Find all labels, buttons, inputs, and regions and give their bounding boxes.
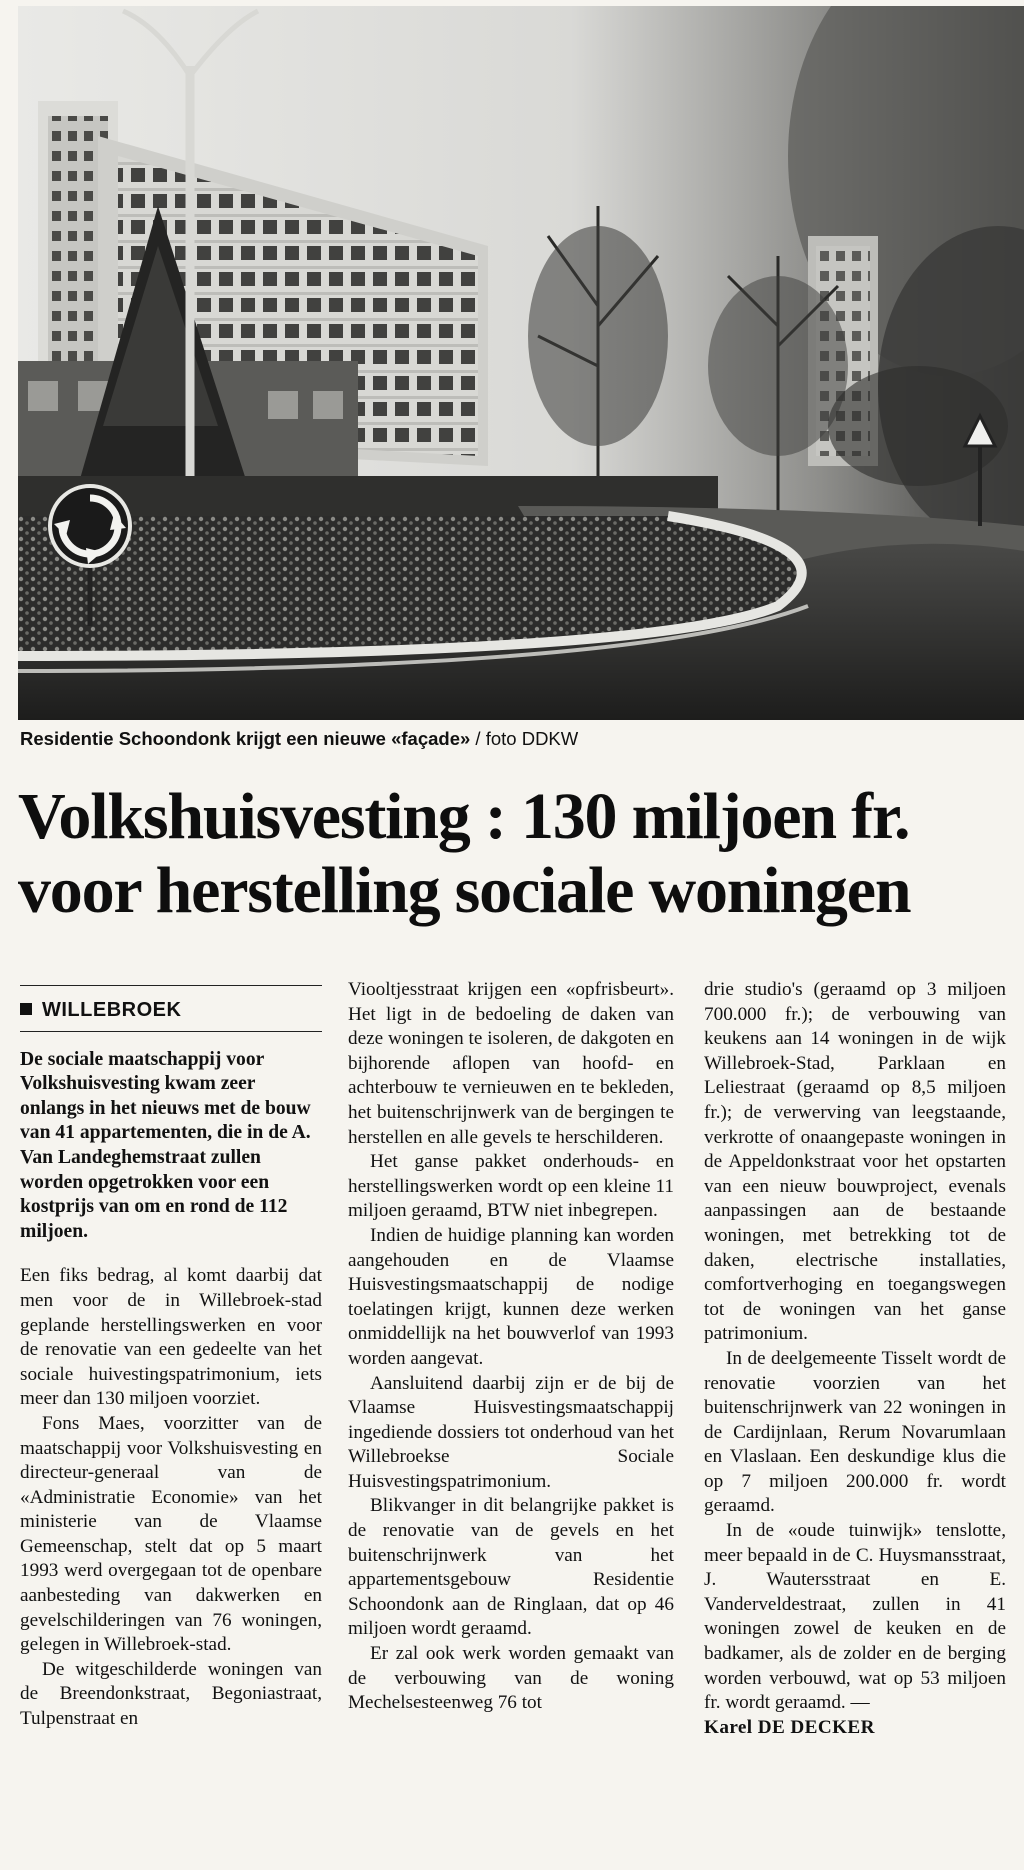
article-author: Karel DE DECKER — [704, 1716, 875, 1738]
kicker-label: WILLEBROEK — [42, 999, 182, 1021]
caption-text: Residentie Schoondonk krijgt een nieuwe «façade» — [20, 728, 471, 749]
paragraph: Blikvanger in dit belangrijke pakket is de renovatie van de gevels en het buitenschrijnwerk van het appartementsgebouw Residentie Schoondonk aan de Ringlaan, dat op 46 miljoen wordt geraamd. — [348, 1495, 674, 1640]
paragraph: Fons Maes, voorzitter van de maatschappij voor Volkshuisvesting en directeur-generaal van de «Administratie Economie» van het ministerie van de Vlaamse Gemeenschap, stelt dat op 5 maart 1993 werd overgegaan tot de openbare aanbesteding van dakwerken en gevelschilderingen van 76 woningen, gelegen in Willebroek-stad. — [20, 1412, 322, 1656]
square-bullet-icon — [20, 1003, 32, 1015]
headline-line-1: Volkshuisvesting : 130 miljoen fr. — [18, 780, 910, 853]
headline-line-2: voor herstelling sociale woningen — [18, 854, 911, 927]
photo-scene — [18, 6, 1024, 720]
article-lead: De sociale maatschappij voor Volkshuisvesting kwam zeer onlangs in het nieuws met de bouw van 41 appartementen, die in de A. Van Landeghemstraat zullen worden opgetrokken voor een kostprijs van om en rond de 112 miljoen. — [20, 1048, 311, 1242]
paragraph: In de deelgemeente Tisselt wordt de renovatie voorzien van het buitenschrijnwerk van 22 woningen in de Cardijnlaan, Rerum Novarumlaan en Vlaslaan. Een deskundige klus die op 7 miljoen 200.000 fr. wordt geraamd. — [704, 1347, 1006, 1517]
paragraph: Een fiks bedrag, al komt daarbij dat men voor de in Willebroek-stad geplande herstellingswerken en voor de renovatie van een gedeelte van het sociale huivestingspatrimonium, iets meer dan 130 miljoen voorziet. — [20, 1265, 322, 1410]
article-photo — [18, 6, 1024, 720]
paragraph: Het ganse pakket onderhouds- en herstellingswerken wordt op een kleine 11 miljoen geraamd, BTW niet inbegrepen. — [348, 1151, 674, 1222]
paragraph: Er zal ook werk worden gemaakt van de verbouwing van de woning Mechelsesteenweg 76 tot — [348, 1643, 674, 1714]
kicker-rule — [20, 985, 322, 986]
paragraph: Viooltjesstraat krijgen een «opfrisbeurt». Het ligt in de bedoeling de daken van deze woningen te isoleren, de dakgoten en bijhorende aflopen van hoofd- en achterbouw te vernieuwen en te bekleden, het buitenschrijnwerk van de bergingen te herstellen en alle gevels te herschilderen. — [348, 979, 674, 1148]
paragraph: De witgeschilderde woningen van de Breendonkstraat, Begoniastraat, Tulpenstraat en — [20, 1658, 322, 1730]
paragraph: drie studio's (geraamd op 3 miljoen 700.000 fr.); de verbouwing van keukens aan 14 woningen in de wijk Willebroek-Stad, Parklaan en Leliestraat (geraamd op 8,5 miljoen fr.); de verwerving van leegstaande, verkrotte of onaangepaste woningen in de Appeldonkstraat voor het opstarten van een nieuw bouwproject, evenals aanpassingen aan de bestaande woningen, met betrekking tot de daken, electrische installaties, comfortverhoging en toegangswegen tot de woningen van het ganse patrimonium. — [704, 979, 1006, 1345]
photo-caption — [20, 728, 1020, 750]
article-headline — [18, 780, 1018, 928]
paragraph: Indien de huidige planning kan worden aangehouden en de Vlaamse Huisvestingsmaatschappij de nodige toelatingen krijgt, kunnen deze werken onmiddellijk na het bouwverlof van 1993 worden aangevat. — [348, 1224, 674, 1369]
photo-credit: / foto DDKW — [470, 728, 579, 749]
paragraph: In de «oude tuinwijk» tenslotte, meer bepaald in de C. Huysmansstraat, J. Wautersstraat en E. Vanderveldestraat, zullen in 41 woningen zowel de keuken en de badkamer, als de zolder en de berging worden verbouwd, wat op 53 miljoen fr. wordt geraamd. — — [704, 1520, 1006, 1714]
section-kicker — [20, 994, 322, 1032]
paragraph: Aansluitend daarbij zijn er de bij de Vlaamse Huisvestingsmaatschappij ingediende dossiers tot onderhoud van het Willebroekse Sociale Huisvestingspatrimonium. — [348, 1372, 674, 1492]
article-column-1 — [20, 985, 322, 1732]
article-column-3 — [704, 978, 1006, 1740]
article-column-2 — [348, 978, 674, 1716]
